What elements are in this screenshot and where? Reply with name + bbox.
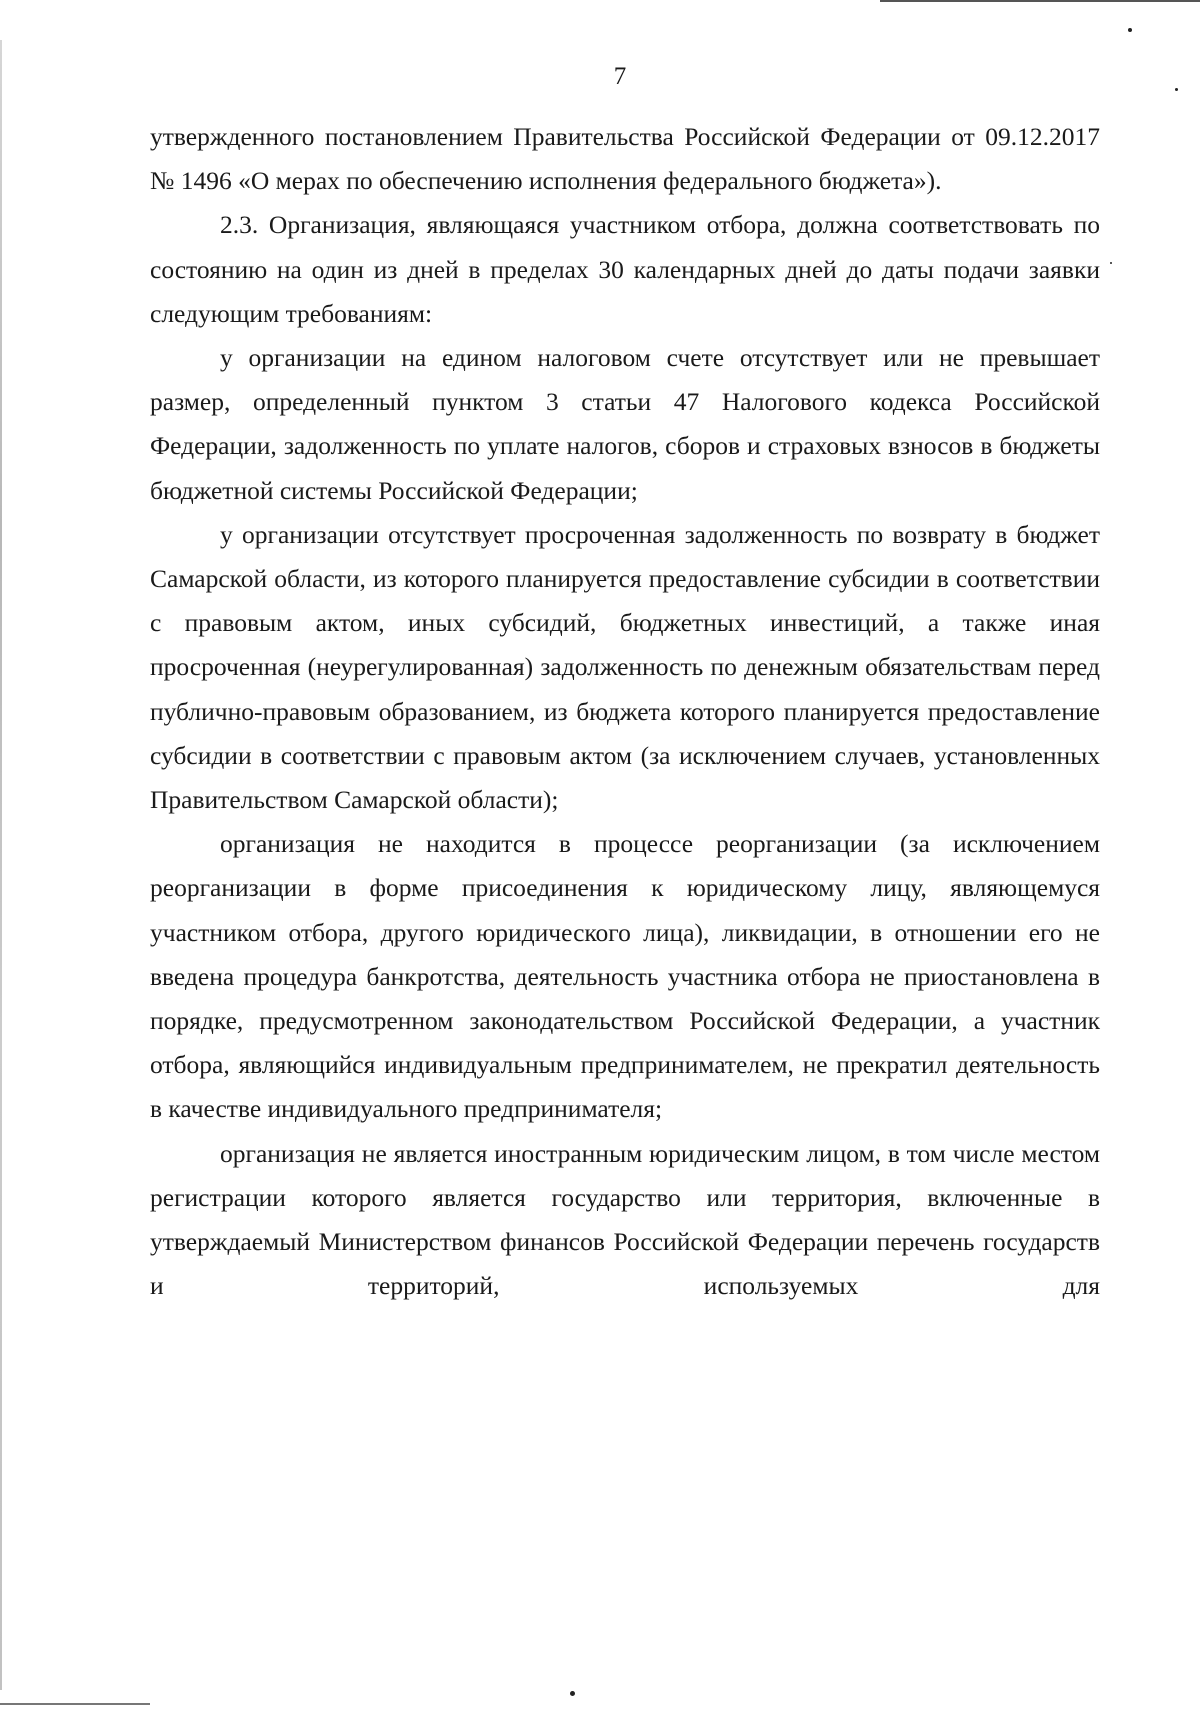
scan-speck [1110,262,1112,264]
scan-speck [1128,28,1132,32]
scan-speck [570,1691,575,1696]
document-body [150,115,1100,1308]
paragraph-reorganization-requirement: организация не находится в процессе реорганизации (за исключением реорганизации в форме присоединения к юридическому лицу, являющемуся участником отбора, другого юридического лица), ликвидации, в отношении его не введена процедура банкротства, деятельность участника отбора не приостановлена в порядке, предусмотренном законодательством Российской Федерации, а участник отбора, являющийся индивидуальным предпринимателем, не прекратил деятельность в качестве индивидуального предпринимателя; [150,829,1100,1124]
paragraph-tax-debt-requirement: у организации на едином налоговом счете отсутствует или не превышает размер, определенный пунктом 3 статьи 47 Налогового кодекса Российской Федерации, задолженность по уплате налогов, сборов и страховых взносов в бюджеты бюджетной системы Российской Федерации; [150,343,1100,505]
scan-speck [1175,88,1178,91]
paragraph-foreign-entity-requirement: организация не является иностранным юридическим лицом, в том числе местом регистрации которого является государство или территория, включенные в утверждаемый Министерством финансов Российской Федерации перечень государств и территорий, используемых для [150,1138,1100,1301]
scan-artifact-bottom-line [0,1703,150,1705]
scan-artifact-top-line [880,0,1200,2]
page-number: 7 [613,63,627,90]
paragraph-continuation: утвержденного постановлением Правительства Российской Федерации от 09.12.2017 № 1496 «О мерах по обеспечению исполнения федерального бюджета»). [150,122,1100,196]
paragraph-clause-2-3: 2.3. Организация, являющаяся участником отбора, должна соответствовать по состоянию на один из дней в пределах 30 календарных дней до даты подачи заявки следующим требованиям: [150,210,1100,328]
paragraph-overdue-debt-requirement: у организации отсутствует просроченная задолженность по возврату в бюджет Самарской области, из которого планируется предоставление субсидии в соответствии с правовым актом, иных субсидий, бюджетных инвестиций, а также иная просроченная (неурегулированная) задолженность по денежным обязательствам перед публично-правовым образованием, из бюджета которого планируется предоставление субсидии в соответствии с правовым актом (за исключением случаев, установленных Правительством Самарской области); [150,519,1100,815]
scan-artifact-left-edge [0,40,2,1690]
